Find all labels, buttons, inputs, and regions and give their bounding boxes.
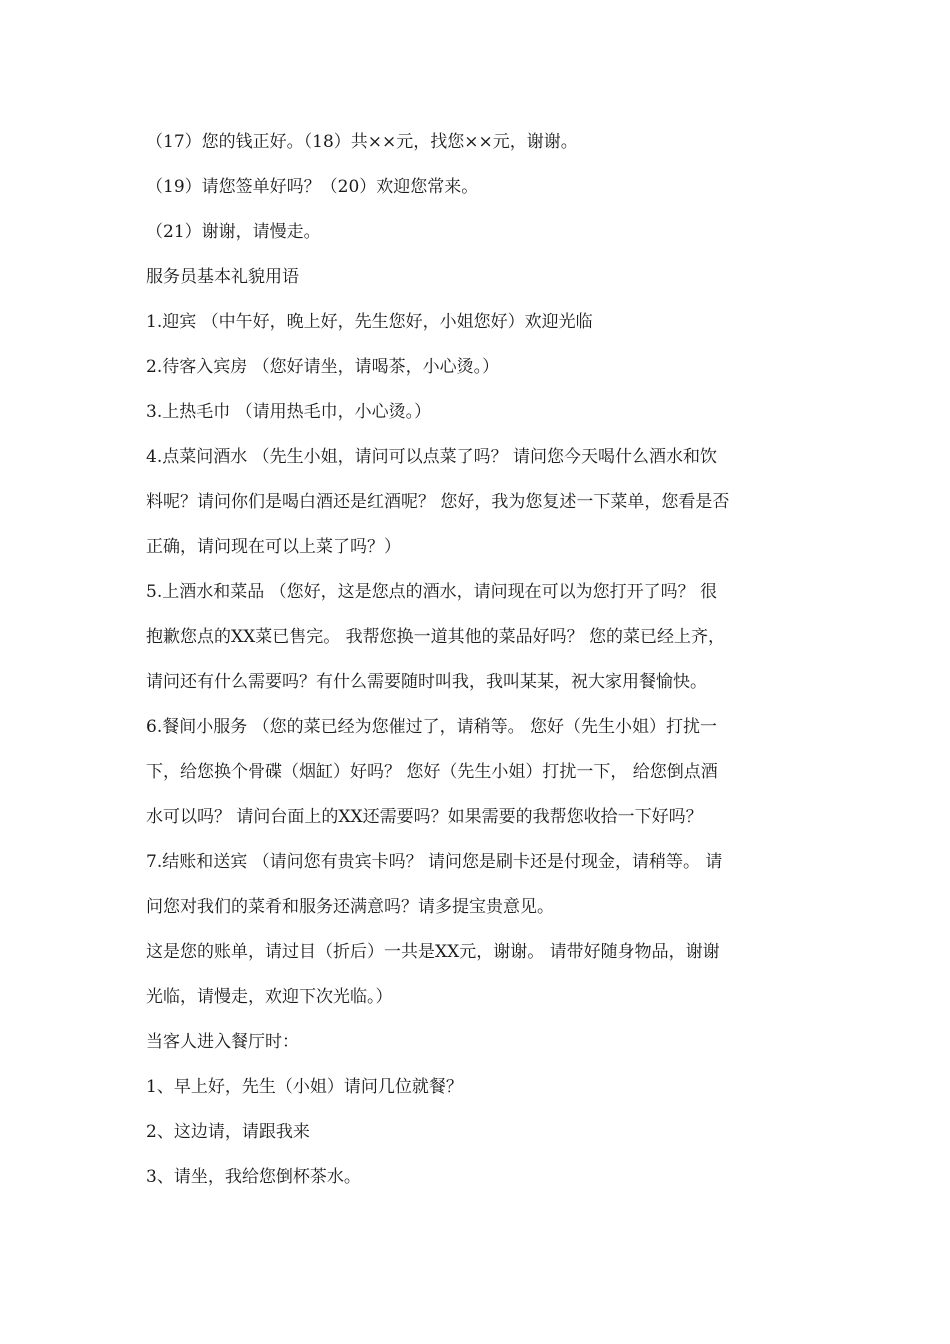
- text-line: 3.上热毛巾 （请用热毛巾，小心烫。）: [146, 402, 432, 422]
- text-line: 抱歉您点的XX菜已售完。 我帮您换一道其他的菜品好吗？ 您的菜已经上齐，: [146, 627, 726, 647]
- text-line: 这是您的账单，请过目（折后）一共是XX元，谢谢。 请带好随身物品，谢谢: [146, 942, 720, 962]
- text-line: 光临，请慢走，欢迎下次光临。）: [146, 987, 393, 1007]
- text-line: 料呢？请问你们是喝白酒还是红酒呢？ 您好，我为您复述一下菜单，您看是否: [146, 492, 730, 512]
- text-line: 水可以吗？ 请问台面上的XX还需要吗？如果需要的我帮您收拾一下好吗？: [146, 807, 703, 827]
- text-line: （19）请您签单好吗？（20）欢迎您常来。: [146, 177, 479, 197]
- document-body: [146, 120, 814, 1200]
- text-line: 5.上酒水和菜品 （您好，这是您点的酒水，请问现在可以为您打开了吗？ 很: [146, 582, 718, 602]
- text-line: 2.待客入宾房 （您好请坐，请喝茶，小心烫。）: [146, 357, 500, 377]
- text-line: 1、早上好，先生（小姐）请问几位就餐？: [146, 1077, 463, 1097]
- text-line: 正确，请问现在可以上菜了吗？）: [146, 537, 401, 557]
- text-line: 1.迎宾 （中午好，晚上好，先生您好，小姐您好）欢迎光临: [146, 312, 593, 332]
- text-line: 6.餐间小服务 （您的菜已经为您催过了，请稍等。 您好（先生小姐）打扰一: [146, 717, 718, 737]
- section-heading: 当客人进入餐厅时：: [146, 1032, 299, 1052]
- text-line: （17）您的钱正好。（18）共××元，找您××元，谢谢。: [146, 132, 578, 152]
- text-line: 3、请坐，我给您倒杯茶水。: [146, 1167, 361, 1187]
- text-line: 下，给您换个骨碟（烟缸）好吗？ 您好（先生小姐）打扰一下， 给您倒点酒: [146, 762, 718, 782]
- text-line: 请问还有什么需要吗？有什么需要随时叫我，我叫某某，祝大家用餐愉快。: [146, 672, 707, 692]
- section-heading: 服务员基本礼貌用语: [146, 267, 299, 287]
- text-line: 问您对我们的菜肴和服务还满意吗？请多提宝贵意见。: [146, 897, 554, 917]
- text-line: （21）谢谢，请慢走。: [146, 222, 321, 242]
- text-line: 4.点菜问酒水 （先生小姐，请问可以点菜了吗？ 请问您今天喝什么酒水和饮: [146, 447, 718, 467]
- text-line: 7.结账和送宾 （请问您有贵宾卡吗？ 请问您是刷卡还是付现金，请稍等。 请: [146, 852, 723, 872]
- text-line: 2、这边请，请跟我来: [146, 1122, 310, 1142]
